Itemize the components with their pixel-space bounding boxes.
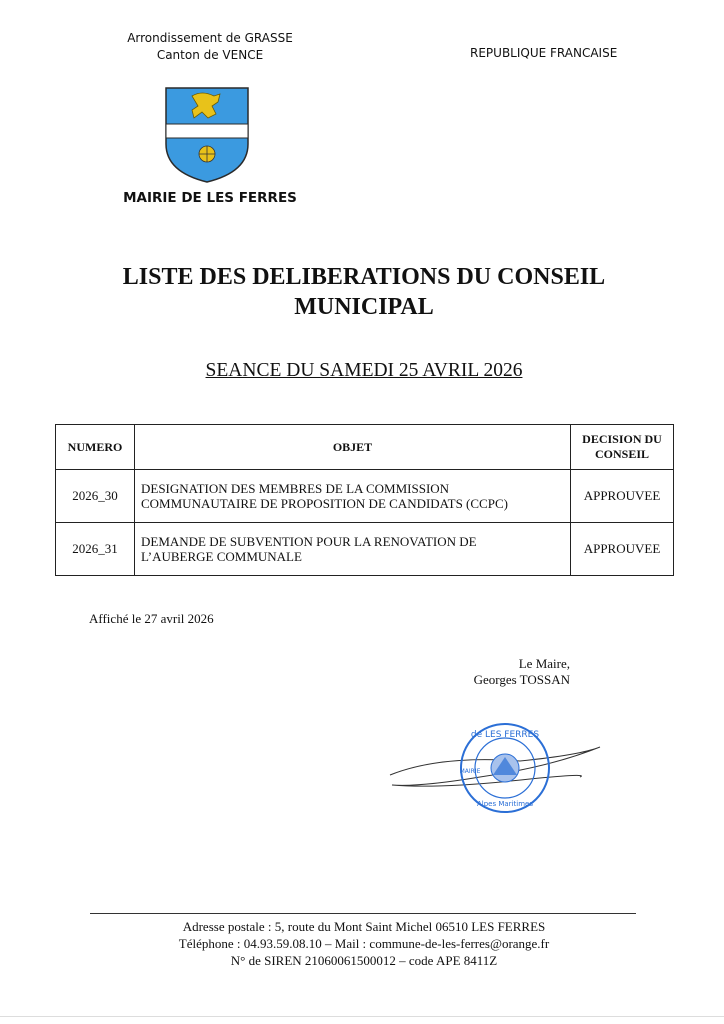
official-stamp-icon	[380, 715, 620, 825]
header-numero: NUMERO	[56, 425, 135, 470]
deliberations-table	[55, 424, 674, 576]
header-left	[100, 30, 320, 64]
affiche-date: Affiché le 27 avril 2026	[89, 611, 214, 626]
header-decision-line1: DECISION DU	[582, 432, 662, 446]
title-line-1: LISTE DES DELIBERATIONS DU CONSEIL	[122, 264, 606, 290]
footer-divider	[90, 913, 636, 914]
canton-text: Canton de VENCE	[156, 48, 264, 62]
maire-name: Georges TOSSAN	[473, 672, 570, 687]
header-objet: OBJET	[135, 425, 571, 470]
seance-subtitle: SEANCE DU SAMEDI 25 AVRIL 2026	[205, 360, 523, 381]
row-objet-line1: DEMANDE DE SUBVENTION POUR LA RENOVATION DE	[141, 534, 477, 549]
page-title	[60, 262, 668, 322]
mairie-name: MAIRIE DE LES FERRES	[123, 190, 297, 206]
stamp-top-text: de LES FERRES	[470, 730, 540, 740]
table-header-row	[56, 425, 674, 470]
row-numero: 2026_31	[56, 523, 135, 576]
header-decision	[571, 425, 674, 470]
footer-contact: Téléphone : 04.93.59.08.10 – Mail : commune-de-les-ferres@orange.fr	[178, 936, 550, 951]
maire-role: Le Maire,	[518, 656, 570, 671]
row-numero: 2026_30	[56, 470, 135, 523]
footer-siren: N° de SIREN 21060061500012 – code APE 8411Z	[230, 953, 498, 968]
row-objet-line2: L’AUBERGE COMMUNALE	[141, 549, 302, 564]
title-line-2: MUNICIPAL	[294, 294, 434, 320]
stamp-prefix-text: MAIRIE	[459, 768, 481, 775]
row-objet	[135, 523, 571, 576]
row-objet	[135, 470, 571, 523]
row-decision: APPROUVEE	[571, 523, 674, 576]
stamp-bottom-text: Alpes Maritimes	[477, 800, 533, 808]
arrondissement-text: Arrondissement de GRASSE	[127, 31, 293, 45]
header-decision-line2: CONSEIL	[594, 447, 650, 461]
table-row	[56, 470, 674, 523]
table-row	[56, 523, 674, 576]
signature-block	[440, 656, 570, 688]
row-objet-line2: COMMUNAUTAIRE DE PROPOSITION DE CANDIDATS (CCPC)	[141, 496, 508, 511]
row-decision: APPROUVEE	[571, 470, 674, 523]
page-edge	[0, 1016, 724, 1017]
footer-address: Adresse postale : 5, route du Mont Saint Michel 06510 LES FERRES	[182, 919, 546, 934]
row-objet-line1: DESIGNATION DES MEMBRES DE LA COMMISSION	[141, 481, 450, 496]
footer	[60, 918, 668, 969]
republique-text: REPUBLIQUE FRANCAISE	[470, 46, 618, 60]
coat-of-arms-icon	[162, 84, 252, 184]
